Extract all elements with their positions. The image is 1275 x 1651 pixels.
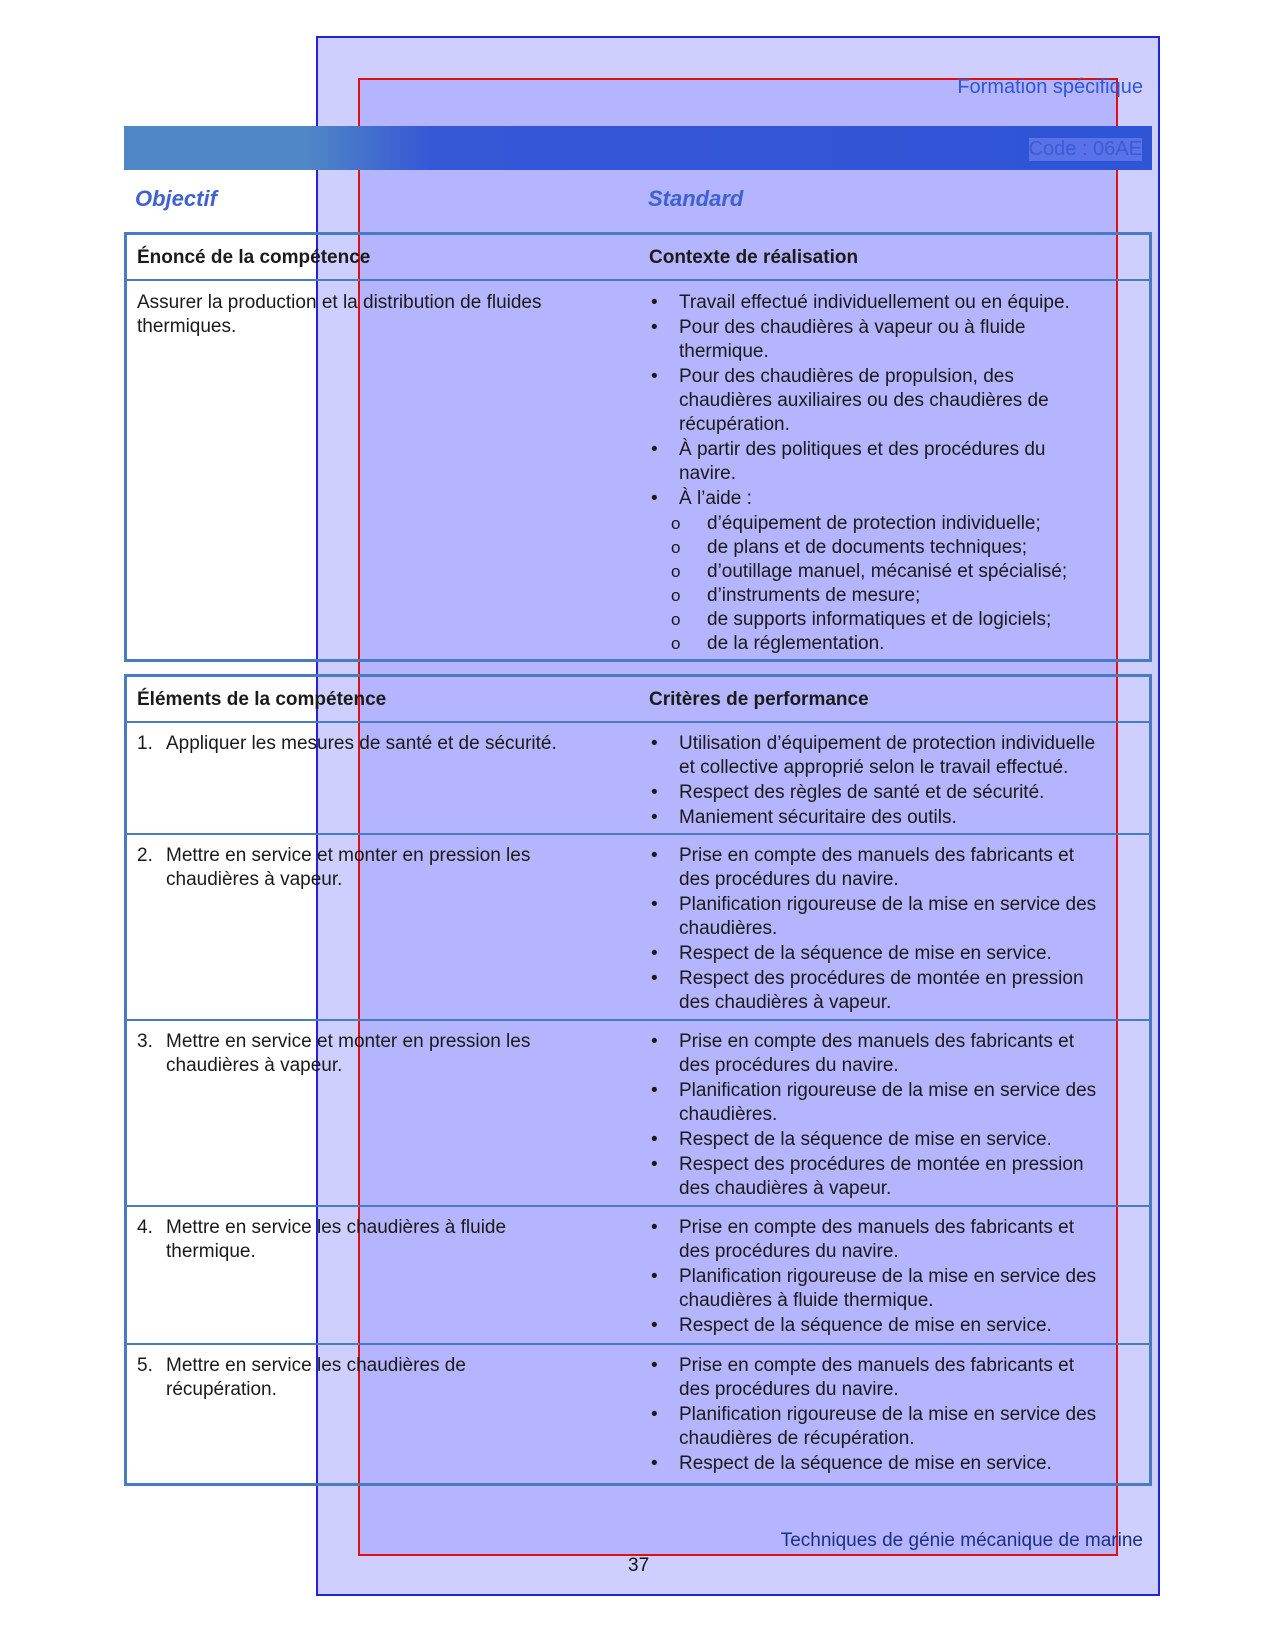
elements-table-header <box>127 677 1149 721</box>
criteria-item <box>649 1314 1137 1338</box>
element-line: récupération. <box>166 1379 277 1400</box>
aide-sublist <box>649 512 1137 656</box>
aide-item: o de plans et de documents techniques; <box>671 536 1137 560</box>
criteria-line: des procédures du navire. <box>679 1055 899 1076</box>
aide-item: o de la réglementation. <box>671 632 1137 656</box>
criteria-line: des chaudières à vapeur. <box>679 1178 892 1199</box>
criteria-item <box>649 1216 1137 1264</box>
element-text <box>137 1030 627 1078</box>
context-item <box>649 291 1137 315</box>
criteria-line: • Planification rigoureuse de la mise en service des <box>679 1266 1097 1287</box>
elements-header: Éléments de la compétence <box>137 689 387 710</box>
statement-table <box>124 232 1152 662</box>
context-item <box>649 487 1137 511</box>
element-line: Mettre en service et monter en pression les <box>166 845 531 866</box>
element-text <box>137 1354 627 1402</box>
element-line: Appliquer les mesures de santé et de sécurité. <box>166 733 557 754</box>
statement-row <box>127 279 1149 659</box>
criteria-line: • Respect des procédures de montée en pression <box>679 968 1084 989</box>
criteria-list <box>649 844 1137 1016</box>
context-line: • À l’aide : <box>679 488 752 509</box>
program-label: Formation spécifique <box>957 76 1143 98</box>
criteria-line: • Prise en compte des manuels des fabricants et <box>679 1031 1074 1052</box>
criteria-item <box>649 1403 1137 1451</box>
criteria-line: • Planification rigoureuse de la mise en service des <box>679 1080 1097 1101</box>
context-line: récupération. <box>679 414 790 435</box>
criteria-list <box>649 1354 1137 1477</box>
criteria-item <box>649 1153 1137 1201</box>
criteria-list <box>649 1216 1137 1339</box>
criteria-line: • Planification rigoureuse de la mise en service des <box>679 1404 1097 1425</box>
element-row <box>127 1205 1149 1343</box>
criteria-item <box>649 942 1137 966</box>
criteria-line: chaudières. <box>679 1104 778 1125</box>
criteria-line: • Respect de la séquence de mise en service. <box>679 943 1052 964</box>
criteria-item <box>649 806 1137 830</box>
element-number: 2. <box>137 845 153 866</box>
criteria-item <box>649 967 1137 1015</box>
context-line: • Pour des chaudières à vapeur ou à fluide <box>679 317 1026 338</box>
criteria-line: chaudières de récupération. <box>679 1428 915 1449</box>
criteria-line: • Respect de la séquence de mise en service. <box>679 1453 1052 1474</box>
criteria-header: Critères de performance <box>649 689 869 710</box>
element-number: 1. <box>137 733 153 754</box>
competency-statement <box>137 291 627 339</box>
element-line: Mettre en service les chaudières à fluide <box>166 1217 507 1238</box>
criteria-line: des procédures du navire. <box>679 1379 899 1400</box>
context-line: thermique. <box>679 341 769 362</box>
criteria-item <box>649 732 1137 780</box>
context-item <box>649 438 1137 486</box>
criteria-line: • Respect de la séquence de mise en service. <box>679 1315 1052 1336</box>
criteria-line: • Maniement sécuritaire des outils. <box>679 807 957 828</box>
criteria-line: et collective approprié selon le travail effectué. <box>679 757 1069 778</box>
criteria-item <box>649 781 1137 805</box>
criteria-line: • Respect des règles de santé et de sécurité. <box>679 782 1045 803</box>
element-text <box>137 732 627 756</box>
criteria-line: chaudières à fluide thermique. <box>679 1290 934 1311</box>
criteria-item <box>649 1030 1137 1078</box>
elements-table <box>124 674 1152 1486</box>
element-line: chaudières à vapeur. <box>166 1055 343 1076</box>
criteria-item <box>649 1265 1137 1313</box>
element-line: Mettre en service les chaudières de <box>166 1355 466 1376</box>
criteria-item <box>649 1128 1137 1152</box>
criteria-line: • Utilisation d’équipement de protection individuelle <box>679 733 1096 754</box>
criteria-list <box>649 732 1137 831</box>
criteria-list <box>649 1030 1137 1202</box>
criteria-line: des procédures du navire. <box>679 869 899 890</box>
header-band <box>124 126 1152 170</box>
criteria-item <box>649 1452 1137 1476</box>
element-line: chaudières à vapeur. <box>166 869 343 890</box>
statement-line: Assurer la production et la distribution de fluides <box>137 292 542 313</box>
criteria-line: • Prise en compte des manuels des fabricants et <box>679 1355 1074 1376</box>
aide-item: o de supports informatiques et de logiciels; <box>671 608 1137 632</box>
page-number: 37 <box>628 1555 650 1576</box>
context-line: • À partir des politiques et des procédures du <box>679 439 1046 460</box>
element-row <box>127 833 1149 1019</box>
element-number: 4. <box>137 1217 153 1238</box>
footer-program-name: Techniques de génie mécanique de marine <box>780 1530 1143 1551</box>
element-text <box>137 844 627 892</box>
context-list <box>649 291 1137 656</box>
aide-item: o d’équipement de protection individuelle; <box>671 512 1137 536</box>
context-item <box>649 365 1137 437</box>
aide-item: o d’instruments de mesure; <box>671 584 1137 608</box>
element-number: 3. <box>137 1031 153 1052</box>
aide-item: o d’outillage manuel, mécanisé et spécialisé; <box>671 560 1137 584</box>
criteria-item <box>649 1354 1137 1402</box>
context-item <box>649 316 1137 364</box>
context-line: chaudières auxiliaires ou des chaudières de <box>679 390 1049 411</box>
context-header: Contexte de réalisation <box>649 247 859 268</box>
element-text <box>137 1216 627 1264</box>
criteria-item <box>649 1079 1137 1127</box>
element-row <box>127 721 1149 833</box>
context-line: navire. <box>679 463 737 484</box>
criteria-line: • Planification rigoureuse de la mise en service des <box>679 894 1097 915</box>
criteria-line: des procédures du navire. <box>679 1241 899 1262</box>
criteria-line: des chaudières à vapeur. <box>679 992 892 1013</box>
standard-heading: Standard <box>648 186 744 211</box>
criteria-item <box>649 844 1137 892</box>
element-row <box>127 1019 1149 1205</box>
statement-header: Énoncé de la compétence <box>137 247 371 268</box>
criteria-item <box>649 893 1137 941</box>
element-line: Mettre en service et monter en pression les <box>166 1031 531 1052</box>
criteria-line: • Respect des procédures de montée en pression <box>679 1154 1084 1175</box>
criteria-line: • Prise en compte des manuels des fabricants et <box>679 1217 1074 1238</box>
statement-line: thermiques. <box>137 316 237 337</box>
context-line: • Pour des chaudières de propulsion, des <box>679 366 1014 387</box>
statement-table-header <box>127 235 1149 279</box>
element-number: 5. <box>137 1355 153 1376</box>
criteria-line: • Respect de la séquence de mise en service. <box>679 1129 1052 1150</box>
element-line: thermique. <box>166 1241 256 1262</box>
competency-code: Code : 06AE <box>1028 138 1142 160</box>
criteria-line: chaudières. <box>679 918 778 939</box>
context-line: • Travail effectué individuellement ou en équipe. <box>679 292 1070 313</box>
criteria-line: • Prise en compte des manuels des fabricants et <box>679 845 1074 866</box>
element-row <box>127 1343 1149 1481</box>
objectif-heading: Objectif <box>135 186 217 211</box>
